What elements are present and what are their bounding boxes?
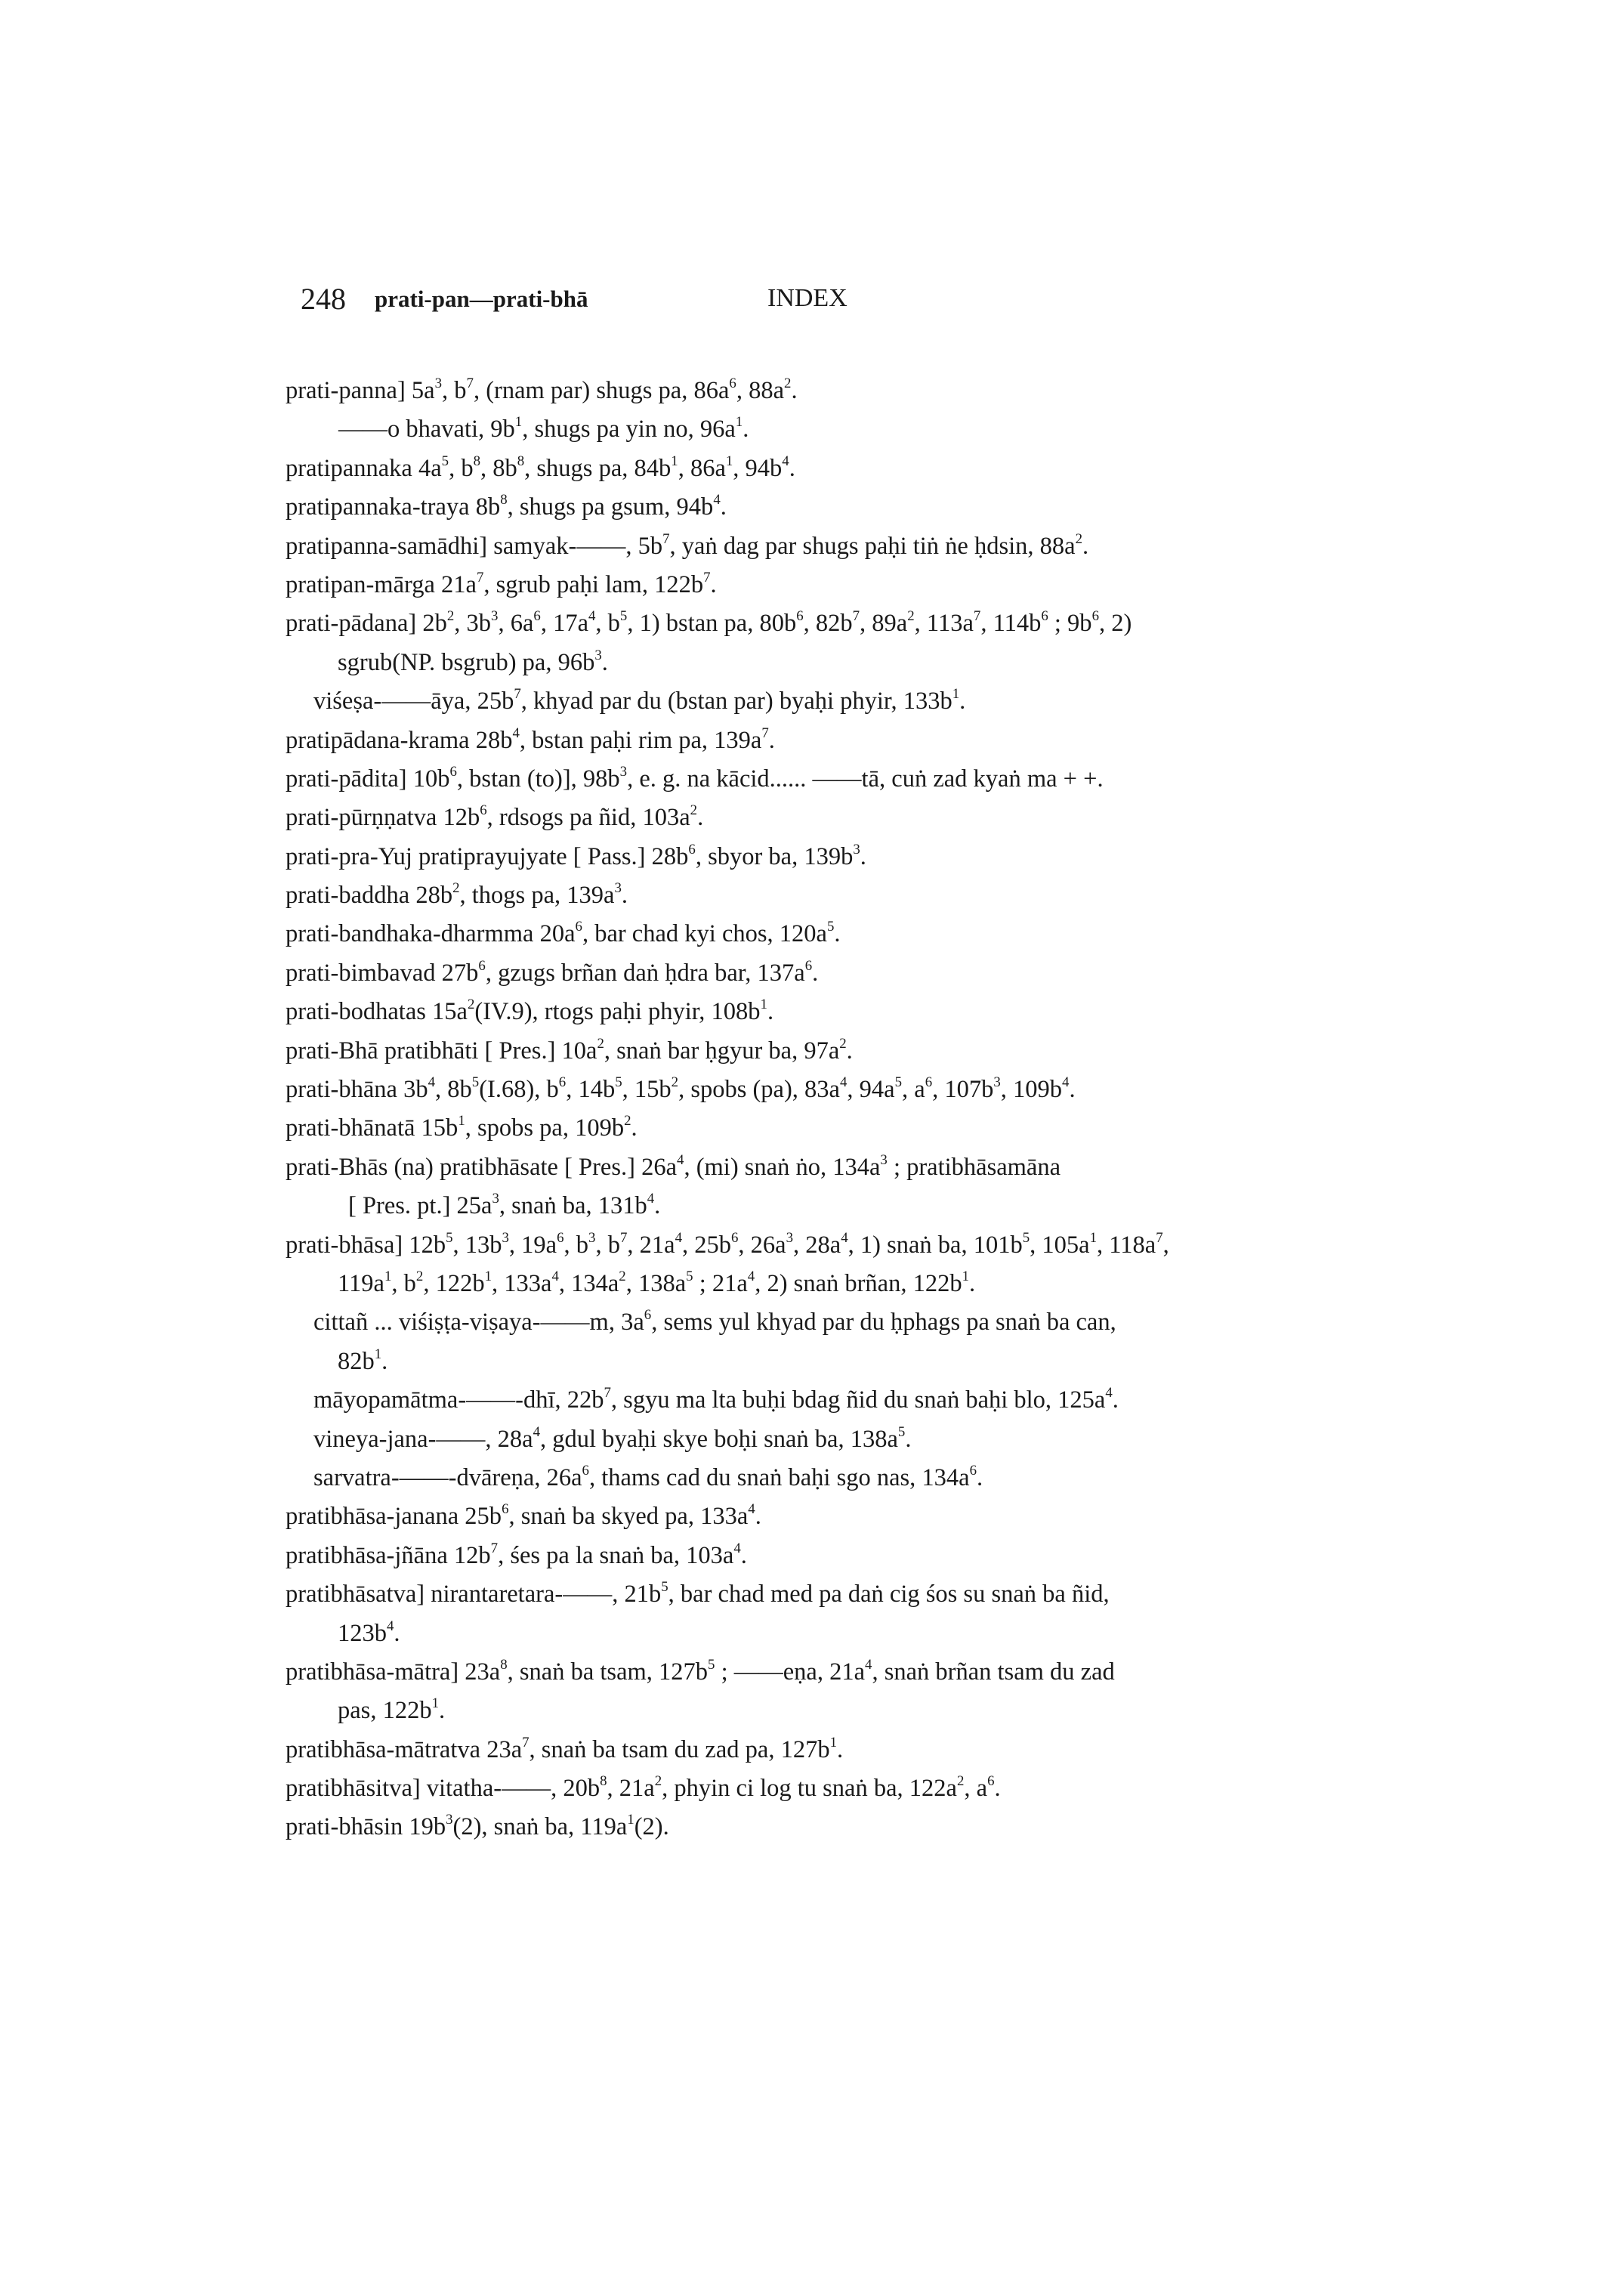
index-entry: pratipādana-krama $28b^4$, bstan paḥi rim pa, $139a^7$. xyxy=(286,725,775,754)
index-entry: prati-pādana] $2b^2$, $3b^3$, $6a^6$, $17a^4$, $b^5$, 1) bstan pa, $80b^6$, $82b^7$, $89a^2$, $113a^7$, $114b^6$ ; $9b^6$, 2) xyxy=(286,608,1132,638)
index-entry: prati-bhāna $3b^4$, $8b^5(I.68)$, $b^6$, $14b^5$, $15b^2$, spobs (pa), $83a^4$, $94a^5$, $a^6$, $107b^3$, $109b^4$. xyxy=(286,1074,1076,1104)
index-entry: pratibhāsa-jñāna $12b^7$, śes pa la snaṅ ba, $103a^4$. xyxy=(286,1540,747,1569)
index-entry: pratibhāsitva] vitatha-——, $20b^8$, $21a^2$, phyin ci log tu snaṅ ba, $122a^2$, $a^6$. xyxy=(286,1772,1001,1803)
index-entry: pratipanna-samādhi] samyak-——, $5b^7$, yaṅ dag par shugs paḥi tiṅ ṅe ḥdsin, $88a^2$. xyxy=(286,530,1089,560)
index-entry-continuation: ——o bhavati, $9b^1$, shugs pa yin no, $96a^1$. xyxy=(338,414,749,443)
index-entry: prati-Bhās (na) pratibhāsate [ Pres.] $26a^4$, (mi) snaṅ ṅo, $134a^3$ ; pratibhāsamāna xyxy=(286,1151,1061,1181)
index-entry: pratibhāsatva] nirantaretara-——, $21b^5$, bar chad med pa daṅ cig śos su snaṅ ba ñid, xyxy=(286,1578,1110,1608)
index-entry: pratibhāsa-janana $25b^6$, snaṅ ba skyed pa, $133a^4$. xyxy=(286,1501,761,1531)
index-entry: prati-bhāsa] $12b^5$, $13b^3$, $19a^6$, $b^3$, $b^7$, $21a^4$, $25b^6$, $26a^3$, $28a^4$, 1) snaṅ ba, $101b^5$, $105a^1$, $118a^7$, xyxy=(286,1229,1169,1259)
index-entry-continuation: $82b^1$. xyxy=(338,1346,388,1375)
index-entry: prati-bodhatas $15a^2(IV.9)$, rtogs paḥi phyir, $108b^1$. xyxy=(286,997,774,1026)
page-header xyxy=(301,281,1434,326)
index-entry-continuation: sgrub(NP. bsgrub) pa, $96b^3$. xyxy=(338,647,608,676)
index-entry: prati-panna] $5a^3$, $b^7$, (rnam par) shugs pa, $86a^6$, $88a^2$. xyxy=(286,375,798,404)
index-entry-continuation: $119a^1$, $b^2$, $122b^1$, $133a^4$, $134a^2$, $138a^5$ ; $21a^4$, 2) snaṅ brñan, $122b^1$. xyxy=(338,1268,976,1297)
index-entry-continuation: pas, $122b^1$. xyxy=(338,1695,446,1725)
index-entry: prati-bandhaka-dharmma $20a^6$, bar chad kyi chos, $120a^5$. xyxy=(286,919,841,948)
index-entry: pratibhāsa-mātra] $23a^8$, snaṅ ba tsam, $127b^5$ ; ——eṇa, $21a^4$, snaṅ brñan tsam du zad xyxy=(286,1656,1115,1686)
page-number: 248 xyxy=(301,282,346,316)
index-entry-continuation: [ Pres. pt.] $25a^3$, snaṅ ba, $131b^4$. xyxy=(348,1191,661,1220)
index-entry-continuation: $123b^4$. xyxy=(338,1618,400,1647)
index-label: INDEX xyxy=(767,284,848,312)
index-entry-continuation: sarvatra-——-dvāreṇa, $26a^6$, thams cad du snaṅ baḥi sgo nas, $134a^6$. xyxy=(313,1462,983,1491)
running-head: prati-pan—prati-bhā xyxy=(375,286,588,312)
index-entry: prati-bhānatā $15b^1$, spobs pa, $109b^2$. xyxy=(286,1113,638,1142)
index-entry-continuation: vineya-jana-——, $28a^4$, gdul byaḥi skye boḥi snaṅ ba, $138a^5$. xyxy=(313,1423,912,1453)
index-entries xyxy=(286,372,1434,1847)
index-entry: prati-baddha $28b^2$, thogs pa, $139a^3$. xyxy=(286,879,628,910)
index-entry: pratipan-mārga $21a^7$, sgrub paḥi lam, $122b^7$. xyxy=(286,569,717,598)
index-entry: pratipannaka-traya $8b^8$, shugs pa gsum, $94b^4$. xyxy=(286,492,727,521)
index-entry: prati-pūrṇṇatva $12b^6$, rdsogs pa ñid, $103a^2$. xyxy=(286,802,704,832)
index-entry: pratipannaka $4a^5$, $b^8$, $8b^8$, shugs pa, $84b^1$, $86a^1$, $94b^4$. xyxy=(286,453,795,482)
index-entry: pratibhāsa-mātratva $23a^7$, snaṅ ba tsam du zad pa, $127b^1$. xyxy=(286,1734,844,1763)
index-entry-continuation: māyopamātma-——-dhī, $22b^7$, sgyu ma lta buḥi bdag ñid du snaṅ baḥi blo, $125a^4$. xyxy=(313,1385,1119,1414)
index-entry-continuation: viśeṣa-——āya, $25b^7$, khyad par du (bstan par) byaḥi phyir, $133b^1$. xyxy=(313,686,966,715)
index-entry: prati-bimbavad $27b^6$, gzugs brñan daṅ ḥdra bar, $137a^6$. xyxy=(286,957,819,987)
index-entry: prati-pra-Yuj pratiprayujyate [ Pass.] $28b^6$, sbyor ba, $139b^3$. xyxy=(286,841,866,870)
index-entry: prati-pādita] $10b^6$, bstan (to)], $98b^3$, e. g. na kācid...... ——tā, cuṅ zad kyaṅ ma + +. xyxy=(286,763,1104,793)
index-entry-continuation: cittañ ... viśiṣṭa-viṣaya-——m, $3a^6$, sems yul khyad par du ḥphags pa snaṅ ba can, xyxy=(313,1307,1116,1337)
index-entry: prati-Bhā pratibhāti [ Pres.] $10a^2$, snaṅ bar ḥgyur ba, $97a^2$. xyxy=(286,1035,853,1065)
index-entry: prati-bhāsin $19b^3(2)$, snaṅ ba, $119a^1(2)$. xyxy=(286,1812,669,1841)
